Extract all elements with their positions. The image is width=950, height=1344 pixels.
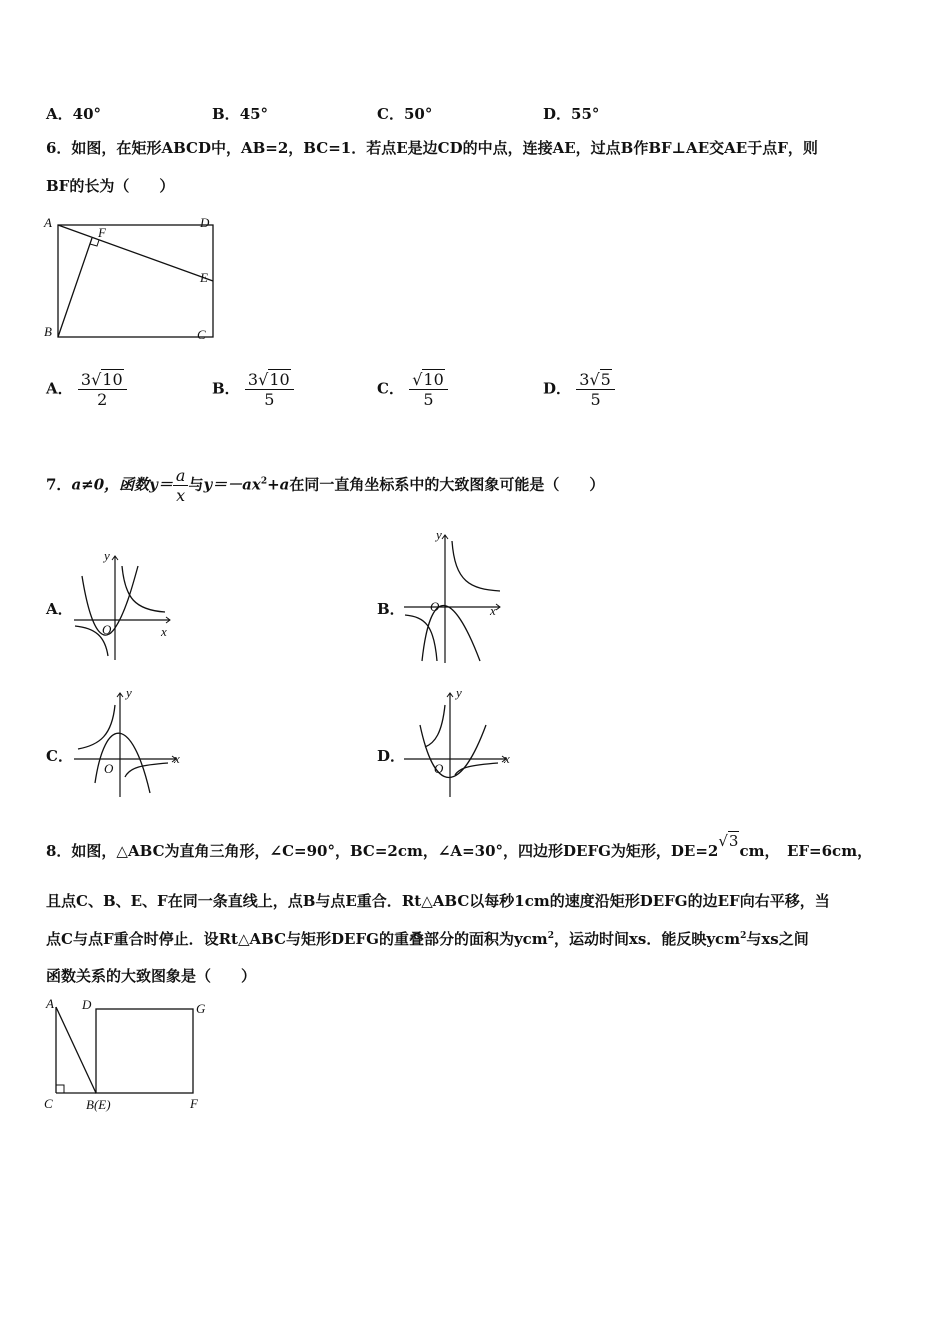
q7-graph-d bbox=[400, 685, 520, 800]
q6-option-c: C． $\frac{√10}{5}$ bbox=[377, 370, 448, 409]
q7-graph-b bbox=[400, 527, 510, 667]
q8-line4: 函数关系的大致图象是（ ） bbox=[46, 967, 257, 985]
q8-label-c: C bbox=[44, 1096, 53, 1111]
q7-c-y-label: y bbox=[126, 685, 132, 700]
q6-option-b: B． $\frac{3√10}{5}$ bbox=[212, 370, 294, 409]
q7-a-y-label: y bbox=[104, 548, 110, 563]
q6-option-a: A． $\frac{3√10}{2}$ bbox=[46, 370, 127, 409]
q6-line2: BF的长为（ ） bbox=[46, 177, 175, 195]
q5-option-b: B．45° bbox=[212, 105, 269, 123]
q7-b-y-label: y bbox=[436, 527, 442, 542]
q7-d-origin-label: O bbox=[434, 761, 444, 776]
q7-d-x-label: x bbox=[504, 751, 510, 766]
q6-label-a: A bbox=[44, 215, 52, 230]
q7-c-origin-label: O bbox=[104, 761, 114, 776]
q8-triangle-rectangle-figure bbox=[40, 995, 230, 1120]
q8-line2: 且点C、B、E、F在同一条直线上，点B与点E重合．Rt△ABC以每秒1cm的速度沿矩形DEFG的边EF向右平移，当 bbox=[46, 892, 830, 910]
q6-option-d: D． $\frac{3√5}{5}$ bbox=[543, 370, 615, 409]
q7-graph-a bbox=[70, 548, 180, 663]
q7-stem: 7．a≠0，函数y＝ $\frac{a}{x}$ 与$y=-ax^2+a$在同一直角坐标系中的大致图象可能是（ ） bbox=[46, 466, 605, 505]
q5-option-d: D．55° bbox=[543, 105, 600, 123]
q7-b-origin-label: O bbox=[430, 599, 440, 614]
q6-rectangle-figure bbox=[40, 210, 220, 345]
q7-graph-c bbox=[70, 685, 190, 800]
q6-label-f: F bbox=[98, 225, 106, 240]
q8-label-be: B(E) bbox=[86, 1097, 111, 1112]
q6-label-e: E bbox=[200, 270, 208, 285]
q8-label-a: A bbox=[46, 996, 54, 1011]
q7-option-c-letter: C． bbox=[46, 747, 73, 765]
q8-label-g: G bbox=[196, 1001, 206, 1016]
q7-a-origin-label: O bbox=[102, 622, 112, 637]
q7-c-x-label: x bbox=[174, 751, 180, 766]
q6-label-d: D bbox=[200, 215, 210, 230]
q8-line3: 点C与点F重合时停止．设Rt△ABC与矩形DEFG的重叠部分的面积为ycm$^2$，运动时间xs．能反映ycm$^2$与xs之间 bbox=[46, 930, 809, 948]
q7-option-a-letter: A． bbox=[46, 600, 73, 618]
q8-label-f: F bbox=[190, 1096, 198, 1111]
q7-d-y-label: y bbox=[456, 685, 462, 700]
q6-line1: 6．如图，在矩形ABCD中，AB=2，BC=1．若点E是边CD的中点，连接AE，过点B作BF⊥AE交AE于点F，则 bbox=[46, 139, 818, 157]
q6-label-b: B bbox=[44, 324, 52, 339]
q6-label-c: C bbox=[197, 327, 206, 342]
q8-label-d: D bbox=[82, 997, 92, 1012]
q8-line1: 8．如图，△ABC为直角三角形，∠C=90°，BC=2cm，∠A=30°，四边形DEFG为矩形，DE=2√3cm， EF=6cm， bbox=[46, 832, 873, 860]
q5-option-c: C．50° bbox=[377, 105, 433, 123]
q5-option-a: A．40° bbox=[46, 105, 102, 123]
q7-option-d-letter: D． bbox=[377, 747, 406, 765]
q7-option-b-letter: B． bbox=[377, 600, 405, 618]
q7-b-x-label: x bbox=[490, 603, 496, 618]
q7-a-x-label: x bbox=[161, 624, 167, 639]
